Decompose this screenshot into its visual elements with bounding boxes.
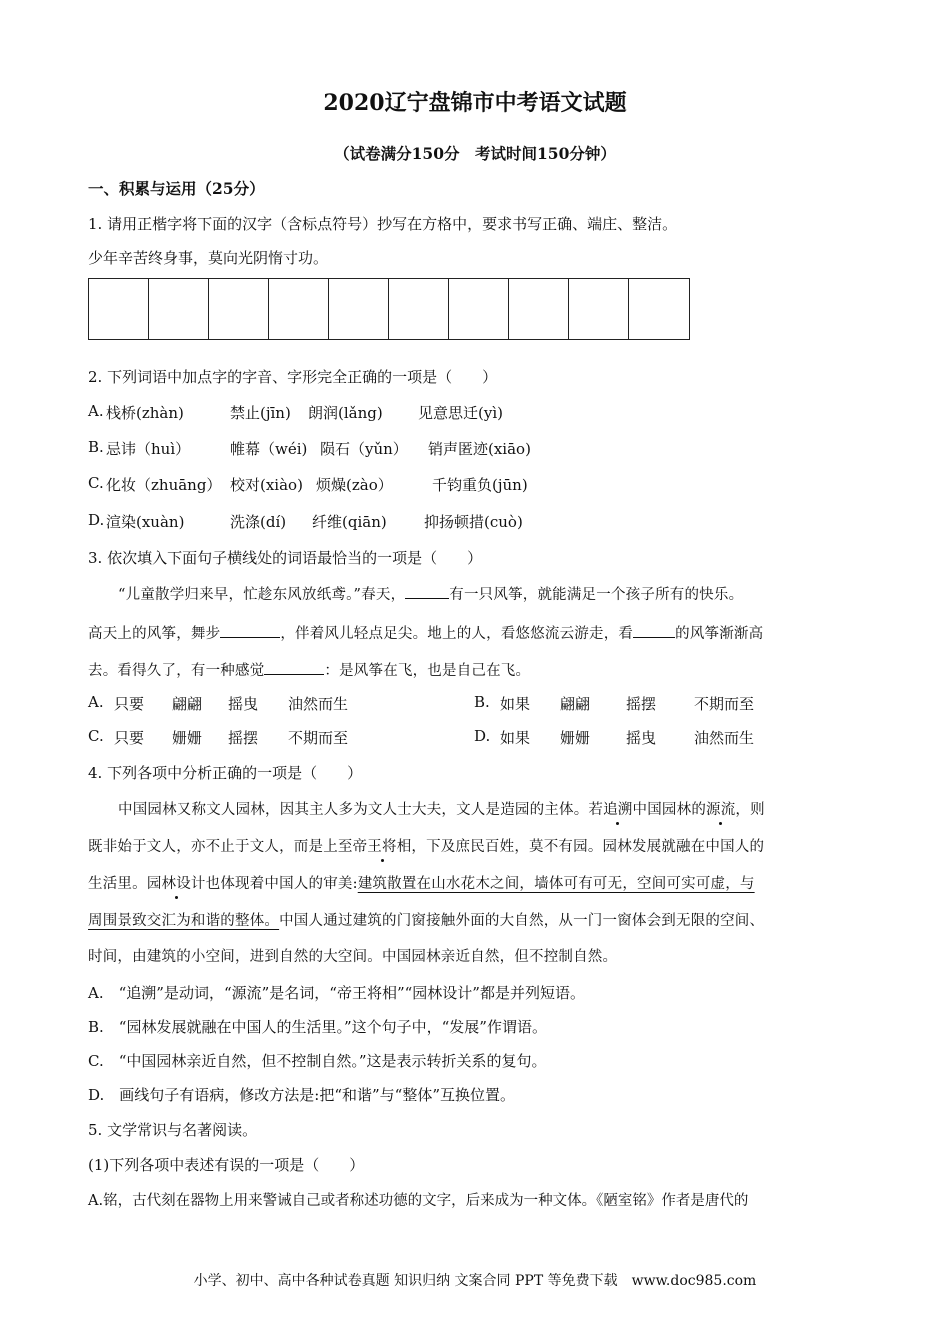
option-label: C. xyxy=(88,727,104,745)
passage-text: 中国人通过建筑的门窗接触外面的大自然，从一门一窗体会到无限的空间、 xyxy=(279,913,765,929)
dotted-word: 园林设计 xyxy=(147,872,206,893)
grid-cell xyxy=(449,279,509,339)
grid-cell xyxy=(569,279,629,339)
passage-text: 中国园林的 xyxy=(632,802,707,818)
underlined-sentence: 周围景致交汇为和谐的整体。 xyxy=(88,913,280,929)
grid-cell xyxy=(329,279,389,339)
option-word: 化妆（zhuāng） xyxy=(106,476,222,494)
q4-passage-line xyxy=(88,909,862,930)
option-word: 只要 xyxy=(114,729,145,747)
q2-option-a xyxy=(88,402,503,422)
q4-option-b: B. “园林发展就融在中国人的生活里。”这个句子中，“发展”作谓语。 xyxy=(88,1018,547,1036)
grid-cell xyxy=(389,279,449,339)
option-word: 翩翩 xyxy=(560,695,591,713)
grid-cell xyxy=(149,279,209,339)
option-word: 校对(xiào) xyxy=(230,476,303,494)
option-word: 陨石（yǔn） xyxy=(320,440,408,458)
passage-text: ，伴着风儿轻点足尖。地上的人，看悠悠流云游走，看 xyxy=(280,626,634,642)
q2-option-b xyxy=(88,438,531,458)
passage-text: ，下及庶民百姓，莫不有园。园林发展就融在中国人的 xyxy=(411,839,765,855)
option-word: 摇曳 xyxy=(626,729,657,747)
q4-option-a: A. “追溯”是动词，“源流”是名词，“帝王将相”“园林设计”都是并列短语。 xyxy=(88,984,585,1002)
option-word: 摇曳 xyxy=(228,695,259,713)
passage-text: 高天上的风筝，舞步 xyxy=(88,626,221,642)
q2-option-c xyxy=(88,474,528,494)
q3-passage-line xyxy=(88,622,862,643)
q4-option-d: D. 画线句子有语病，修改方法是:把“和谐”与“整体”互换位置。 xyxy=(88,1086,515,1104)
option-word: 油然而生 xyxy=(694,729,755,747)
q3-passage-line xyxy=(88,583,862,604)
underlined-sentence: 建筑散置在山水花木之间，墙体可有可无，空间可实可虚，与 xyxy=(357,876,755,892)
option-word: 销声匿迹(xiāo) xyxy=(428,440,531,458)
q4-passage-line xyxy=(88,835,862,856)
option-word: 禁止(jīn) xyxy=(230,404,291,422)
page-title: 2020辽宁盘锦市中考语文试题 xyxy=(323,90,627,116)
passage-text: “儿童散学归来早，忙趁东风放纸鸢。”春天， xyxy=(118,587,406,603)
option-word: 帷幕（wéi) xyxy=(230,440,308,458)
option-word: 渲染(xuàn) xyxy=(106,513,185,531)
q4-passage-line xyxy=(88,872,862,893)
q3-option-a xyxy=(88,693,349,713)
writing-grid xyxy=(88,278,690,340)
grid-cell xyxy=(89,279,149,339)
dotted-word: 追溯 xyxy=(603,798,632,819)
grid-cell xyxy=(209,279,269,339)
q1-stem: 1. 请用正楷字将下面的汉字（含标点符号）抄写在方格中，要求书写正确、端庄、整洁。 xyxy=(88,215,678,233)
q3-option-b xyxy=(474,693,755,713)
option-word: 翩翩 xyxy=(172,695,203,713)
option-word: 烦燥(zào） xyxy=(316,476,393,494)
q2-stem: 2. 下列词语中加点字的字音、字形完全正确的一项是（ ） xyxy=(88,368,498,386)
q5-option-a: A.铭，古代刻在器物上用来警诫自己或者称述功德的文字，后来成为一种文体。《陋室铭》作者是唐代的 xyxy=(88,1193,749,1209)
option-label: A. xyxy=(88,402,104,420)
dotted-word: 源流 xyxy=(706,798,735,819)
fill-blank xyxy=(264,660,324,676)
passage-text: ，则 xyxy=(735,802,765,818)
option-word: 只要 xyxy=(114,695,145,713)
section-heading: 一、积累与运用（25分） xyxy=(88,179,265,198)
option-label: A. xyxy=(88,693,104,711)
passage-text: 也体现着中国人的审美: xyxy=(205,876,358,892)
option-word: 如果 xyxy=(500,729,531,747)
dotted-word: 帝王将相 xyxy=(353,835,412,856)
option-label: D. xyxy=(474,727,491,745)
option-word: 摇摆 xyxy=(228,729,259,747)
passage-text: 既非始于文人，亦不止于文人，而是上至 xyxy=(88,839,353,855)
passage-text: 中国园林又称文人园林，因其主人多为文人士大夫，文人是造园的主体。若 xyxy=(118,802,604,818)
option-word: 千钧重负(jūn) xyxy=(432,476,528,494)
option-word: 纤维(qiān) xyxy=(312,513,387,531)
option-word: 忌讳（huì） xyxy=(106,440,191,458)
option-word: 抑扬顿措(cuò) xyxy=(424,513,523,531)
passage-text: ：是风筝在飞，也是自己在飞。 xyxy=(324,663,531,679)
option-word: 栈桥(zhàn) xyxy=(106,404,184,422)
page-footer: 小学、初中、高中各种试卷真题 知识归纳 文案合同 PPT 等免费下载 www.doc985.com xyxy=(193,1273,757,1289)
grid-cell xyxy=(269,279,329,339)
option-word: 姗姗 xyxy=(560,729,591,747)
q3-option-c xyxy=(88,727,349,747)
option-word: 朗润(lǎng) xyxy=(308,404,383,422)
option-word: 摇摆 xyxy=(626,695,657,713)
fill-blank xyxy=(220,623,280,639)
option-label: C. xyxy=(88,474,104,492)
option-word: 不期而至 xyxy=(694,695,755,713)
q5-stem: 5. 文学常识与名著阅读。 xyxy=(88,1121,258,1139)
passage-text: 去。看得久了，有一种感觉 xyxy=(88,663,265,679)
option-word: 见意思迁(yì) xyxy=(418,404,503,422)
option-word: 洗涤(dí) xyxy=(230,513,287,531)
option-word: 油然而生 xyxy=(288,695,349,713)
q3-option-d xyxy=(474,727,755,747)
passage-text: 生活里。 xyxy=(88,876,147,892)
passage-text: 的风筝渐渐高 xyxy=(675,626,764,642)
q3-stem: 3. 依次填入下面句子横线处的词语最恰当的一项是（ ） xyxy=(88,549,483,567)
option-label: B. xyxy=(88,438,104,456)
option-label: B. xyxy=(474,693,490,711)
q1-text: 少年辛苦终身事，莫向光阴惰寸功。 xyxy=(88,249,329,267)
option-word: 不期而至 xyxy=(288,729,349,747)
q4-passage-line: 时间，由建筑的小空间，进到自然的大空间。中国园林亲近自然，但不控制自然。 xyxy=(88,949,618,965)
option-word: 姗姗 xyxy=(172,729,203,747)
q2-option-d xyxy=(88,511,523,531)
passage-text: 有一只风筝，就能满足一个孩子所有的快乐。 xyxy=(449,587,744,603)
grid-cell xyxy=(509,279,569,339)
q4-option-c: C. “中国园林亲近自然，但不控制自然。”这是表示转折关系的复句。 xyxy=(88,1052,547,1070)
option-label: D. xyxy=(88,511,105,529)
q5-sub1: (1)下列各项中表述有误的一项是（ ） xyxy=(88,1156,365,1174)
fill-blank xyxy=(633,623,675,639)
grid-cell xyxy=(629,279,689,339)
q3-passage-line xyxy=(88,659,862,680)
q4-passage-line xyxy=(88,798,862,819)
exam-info: （试卷满分150分 考试时间150分钟） xyxy=(334,144,616,163)
fill-blank xyxy=(405,584,449,600)
option-word: 如果 xyxy=(500,695,531,713)
q4-stem: 4. 下列各项中分析正确的一项是（ ） xyxy=(88,764,363,782)
